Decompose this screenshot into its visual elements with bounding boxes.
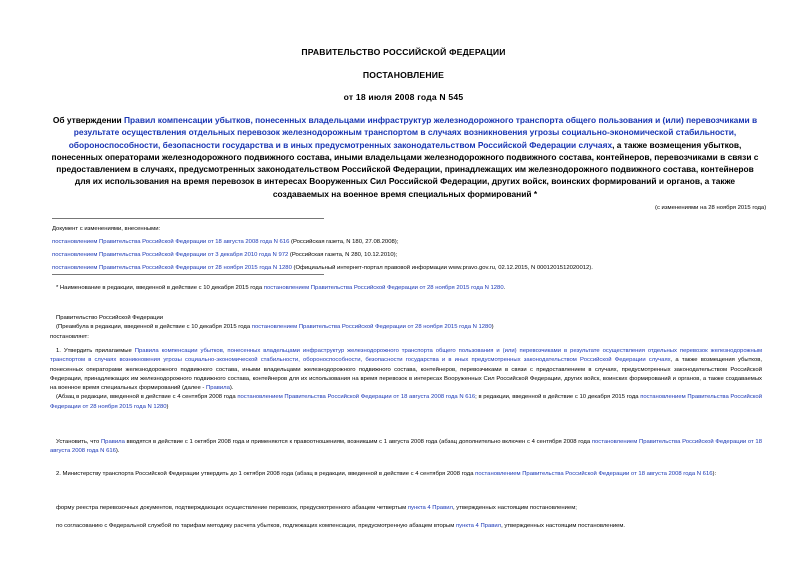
title-footnote — [56, 285, 756, 291]
item-1-start: 1. Утвердить прилагаемые — [56, 348, 135, 354]
item-2-start: 2. Министерству транспорта Российской Федерации утвердить до 1 октября 2008 года (абзац в редакции, введенной в действие с 4 сентября 2008 года — [56, 471, 476, 477]
item-2b-text — [50, 522, 762, 531]
para-2-rules-link[interactable]: Правила — [100, 439, 125, 445]
para-2-link-616[interactable]: постановлением Правительства Российской Федерации от 18 августа 2008 года N 616 — [50, 439, 762, 455]
item-2-end: ): — [712, 471, 717, 477]
item-2a-text — [50, 504, 762, 513]
change-link[interactable]: постановлением Правительства Российской Федерации от 3 декабря 2010 года N 972 — [52, 251, 289, 258]
para-2-end: ). — [115, 448, 120, 455]
document-title — [50, 114, 760, 200]
title-suffix: , а также возмещения убытков, понесенных операторами железнодорожного подвижного состава, иными владельцами железнодорожного подвижного состава, контейнеров, перевозчиками в связи с предоставлением в случаях, предусмотренных законодательством Российской Федерации, принадлежащих им железнодорожного подвижного состава, контейнеров для их использования на время перевозок в интересах Вооруженных Сил Российской Федерации, других войск, воинских формирований и органов, а также создаваемых на военное время специальных формирований * — [51, 139, 759, 199]
note-1-mid: ; в редакции, введенной в действие с 10 декабря 2015 года — [475, 394, 641, 401]
divider-top — [52, 218, 324, 219]
preamble-note-link[interactable]: постановлением Правительства Российской Федерации от 28 ноября 2015 года N 1280 — [251, 324, 492, 331]
changes-note: (с изменениями на 28 ноября 2015 года) — [655, 205, 767, 211]
title-rules-link[interactable]: Правил компенсации убытков, понесенных владельцами инфраструктур железнодорожного транспорта общего пользования и (или) перевозчиками в результате осуществления отдельных перевозок железнодорожным транспортом в случаях возникновения угрозы социально-экономической стабильности, обороноспособности, безопасности государства и в иных предусмотренных законодательством Российской Федерации случаях — [68, 115, 758, 150]
change-item — [52, 262, 752, 275]
document-type-heading: ПОСТАНОВЛЕНИЕ — [362, 70, 445, 80]
note-1-start: (Абзац в редакции, введенной в действие с 4 сентября 2008 года — [56, 394, 238, 401]
para-2-start: Установить, что — [56, 439, 101, 445]
document-date-heading: от 18 июля 2008 года N 545 — [343, 92, 464, 102]
note-1-end: ) — [166, 403, 169, 410]
change-source: (Официальный интернет-портал правовой информации www.pravo.gov.ru, 02.12.2015, N 0001201512020012). — [291, 264, 593, 271]
decides-line: постановляет: — [50, 333, 89, 340]
change-link[interactable]: постановлением Правительства Российской Федерации от 28 ноября 2015 года N 1280 — [52, 264, 292, 271]
footnote-text: * Наименование в редакции, введенной в действие с 10 декабря 2015 года — [56, 285, 264, 291]
item-1-body: , а также возмещения убытков, понесенных операторами железнодорожного подвижного состава, иными владельцами железнодорожного подвижного состава, контейнеров, перевозчиками в связи с предоставлением в случаях, предусмотренных законодательством Российской Федерации, принадлежащих им железнодорожного подвижного состава, контейнеров для их использования на время перевозок в интересах Вооруженных Сил Российской Федерации, других войск, воинских формирований и органов, а также создаваемых на военное время специальных формирований (далее - — [50, 357, 762, 392]
preamble — [50, 314, 762, 342]
item-2-link-616[interactable]: постановлением Правительства Российской Федерации от 18 августа 2008 года N 616 — [475, 471, 713, 477]
item-2b-rule-link[interactable]: пункта 4 Правил — [455, 523, 502, 529]
preamble-line: Правительство Российской Федерации — [56, 315, 164, 321]
change-source: (Российская газета, N 280, 10.12.2010); — [288, 251, 398, 258]
item-2-subitem-a — [50, 504, 762, 513]
note-1-link-616[interactable]: постановлением Правительства Российской Федерации от 18 августа 2008 года N 616 — [237, 394, 476, 401]
item-2-subitem-b — [50, 522, 762, 531]
para-2-body: вводятся в действие с 1 октября 2008 года и применяются к правоотношениям, возникшим с 1 августа 2008 года (абзац дополнительно включен с 4 сентября 2008 года — [124, 439, 592, 445]
item-2b-start: по согласованию с Федеральной службой по тарифам методику расчета убытков, подлежащих компенсации, предусмотренную абзацем вторым — [56, 523, 456, 529]
footnote-end: . — [503, 285, 506, 291]
divider-bottom — [52, 274, 324, 275]
change-link[interactable]: постановлением Правительства Российской Федерации от 18 августа 2008 года N 616 — [52, 238, 290, 245]
preamble-note-end: ) — [491, 324, 494, 331]
item-2-text — [50, 470, 762, 479]
item-1-rules-short-link[interactable]: Правила — [205, 385, 230, 392]
preamble-note-text: (Преамбула в редакции, введенной в действие с 10 декабря 2015 года — [56, 324, 252, 331]
item-1-end: ). — [229, 385, 234, 392]
item-2a-rule-link[interactable]: пункта 4 Правил — [407, 505, 453, 511]
preamble-note — [50, 323, 762, 332]
title-prefix: Об утверждении — [52, 115, 125, 125]
government-heading: ПРАВИТЕЛЬСТВО РОССИЙСКОЙ ФЕДЕРАЦИИ — [301, 47, 506, 57]
item-1 — [50, 347, 762, 412]
item-2 — [50, 470, 762, 479]
item-1-rules-link[interactable]: Правила компенсации убытков, понесенных владельцами инфраструктур железнодорожного транспорта общего пользования и (или) перевозчиками в результате осуществления отдельных перевозок железнодорожным транспортом в случаях возникновения угрозы социально-экономической стабильности, обороноспособности, безопасности государства и в иных предусмотренных законодательством Российской Федерации случаях — [50, 348, 763, 364]
paragraph-effective-date — [50, 438, 762, 457]
change-item — [52, 236, 752, 249]
note-1-link-1280[interactable]: постановлением Правительства Российской Федерации от 28 ноября 2015 года N 1280 — [50, 394, 762, 410]
change-source: (Российская газета, N 180, 27.08.2008); — [289, 238, 399, 245]
document-changes — [52, 223, 752, 275]
changes-intro: Документ с изменениями, внесенными: — [52, 226, 161, 232]
footnote-link[interactable]: постановлением Правительства Российской Федерации от 28 ноября 2015 года N 1280 — [263, 285, 504, 291]
item-2b-end: , утвержденных настоящим постановлением. — [501, 523, 626, 529]
item-2a-start: форму реестра перевозочных документов, подтверждающих осуществление перевозок, предусмотренного абзацем четвертым — [56, 505, 408, 511]
item-1-text — [50, 347, 762, 393]
paragraph-effective-date-text — [50, 438, 762, 457]
item-1-note — [50, 393, 762, 412]
change-item — [52, 249, 752, 262]
item-2a-end: , утвержденных настоящим постановлением; — [452, 505, 577, 511]
